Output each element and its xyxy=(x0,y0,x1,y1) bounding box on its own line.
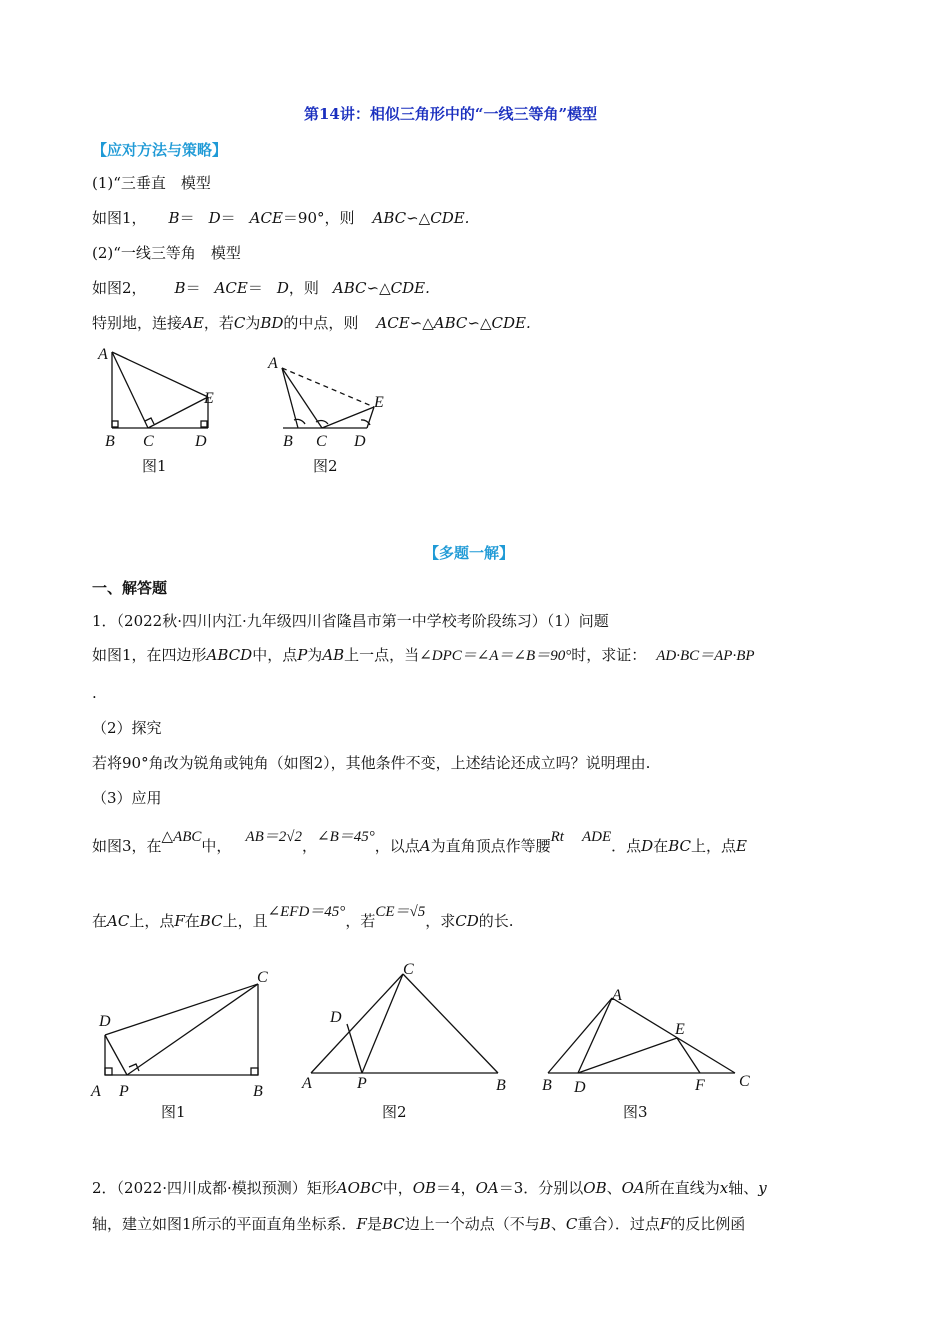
q1-fig1-label-b: B xyxy=(253,1083,263,1100)
fig1-label-a: A xyxy=(98,346,108,363)
q1-fig1-label-a: A xyxy=(91,1083,101,1100)
q1-part3: （3）应用 xyxy=(92,789,162,807)
fig2-caption: 图2 xyxy=(313,457,338,475)
strategy-special-text: 特别地，连接AE，若C为BD的中点，则 ACE∽△ABC∽△CDE. xyxy=(92,314,531,332)
q1-fig3-label-d: D xyxy=(574,1079,586,1096)
fig1-caption: 图1 xyxy=(142,457,167,475)
q1-fig3-label-a: A xyxy=(612,987,622,1004)
q1-part2-text: 若将90°角改为锐角或钝角（如图2），其他条件不变，上述结论还成立吗？说明理由. xyxy=(92,754,651,772)
q1-fig2-label-p: P xyxy=(357,1075,367,1092)
part-heading: 一、解答题 xyxy=(92,579,168,597)
q1-fig1-caption: 图1 xyxy=(161,1103,186,1121)
strategy-item2-title: (2)“一线三等角 模型 xyxy=(92,244,241,262)
fig2-label-a: A xyxy=(268,355,278,372)
q1-fig3-label-e: E xyxy=(675,1021,685,1038)
q1-fig1-label-d: D xyxy=(99,1013,111,1030)
q1-part2: （2）探究 xyxy=(92,719,162,737)
figure-1-three-perpendicular xyxy=(112,352,208,428)
q2-line1: 2．（2022·四川成都·模拟预测）矩形AOBC中，OB＝4，OA＝3．分别以OB、OA所在直线为x轴、y xyxy=(92,1179,767,1197)
fig1-label-d: D xyxy=(195,433,207,450)
q1-fig3-label-b: B xyxy=(542,1077,552,1094)
figure-2-one-line-three-angles xyxy=(282,368,374,428)
q1-fig1-label-c: C xyxy=(257,969,268,986)
q1-fig3-label-c: C xyxy=(739,1073,750,1090)
q1-line7: 在AC上，点F在BC上，且∠EFD＝45°，若CE＝√5，求CD的长. xyxy=(92,904,514,930)
fig1-label-e: E xyxy=(204,390,214,407)
strategy-heading: 【应对方法与策略】 xyxy=(92,141,228,159)
q1-figures xyxy=(85,958,775,1128)
q1-line6: 如图3，在△ABC中， AB＝2√2，∠B＝45°，以点A为直角顶点作等腰Rt ADE．点D在BC上，点E xyxy=(92,829,747,855)
fig2-label-e: E xyxy=(374,394,384,411)
q1-fig2-label-b: B xyxy=(496,1077,506,1094)
q1-fig1-label-p: P xyxy=(119,1083,129,1100)
fig1-label-b: B xyxy=(105,433,115,450)
q1-line2: 如图1，在四边形ABCD中，点P为AB上一点，当∠DPC＝∠A＝∠B＝90°时，求证： AD·BC＝AP·BP xyxy=(92,646,755,664)
q2-line2: 轴，建立如图1所示的平面直角坐标系．F是BC边上一个动点（不与B、C重合）．过点F的反比例函 xyxy=(92,1215,746,1233)
strategy-item2-text: 如图2， B＝ ACE＝ D，则 ABC∽△CDE. xyxy=(92,279,430,297)
fig1-label-c: C xyxy=(143,433,154,450)
q1-figure-3 xyxy=(548,998,735,1073)
q1-fig3-caption: 图3 xyxy=(623,1103,648,1121)
q1-line2-dot: . xyxy=(92,684,97,702)
q1-fig2-label-a: A xyxy=(302,1075,312,1092)
q1-fig3-label-f: F xyxy=(695,1077,705,1094)
q1-intro: 1．（2022秋·四川内江·九年级四川省隆昌市第一中学校考阶段练习）（1）问题 xyxy=(92,612,609,630)
strategy-item1-text: 如图1， B＝ D＝ ACE＝90°，则 ABC∽△CDE. xyxy=(92,209,470,227)
fig2-label-c: C xyxy=(316,433,327,450)
q1-figure-1 xyxy=(105,984,258,1075)
fig2-label-d: D xyxy=(354,433,366,450)
q1-fig2-label-c: C xyxy=(403,961,414,978)
multi-solution-heading: 【多题一解】 xyxy=(424,544,515,562)
strategy-item1-title: (1)“三垂直 模型 xyxy=(92,174,211,192)
fig2-label-b: B xyxy=(283,433,293,450)
strategy-figures xyxy=(90,340,410,480)
q1-fig2-label-d: D xyxy=(330,1009,342,1026)
q1-fig2-caption: 图2 xyxy=(382,1103,407,1121)
page-title: 第14讲：相似三角形中的“一线三等角”模型 xyxy=(304,105,598,123)
